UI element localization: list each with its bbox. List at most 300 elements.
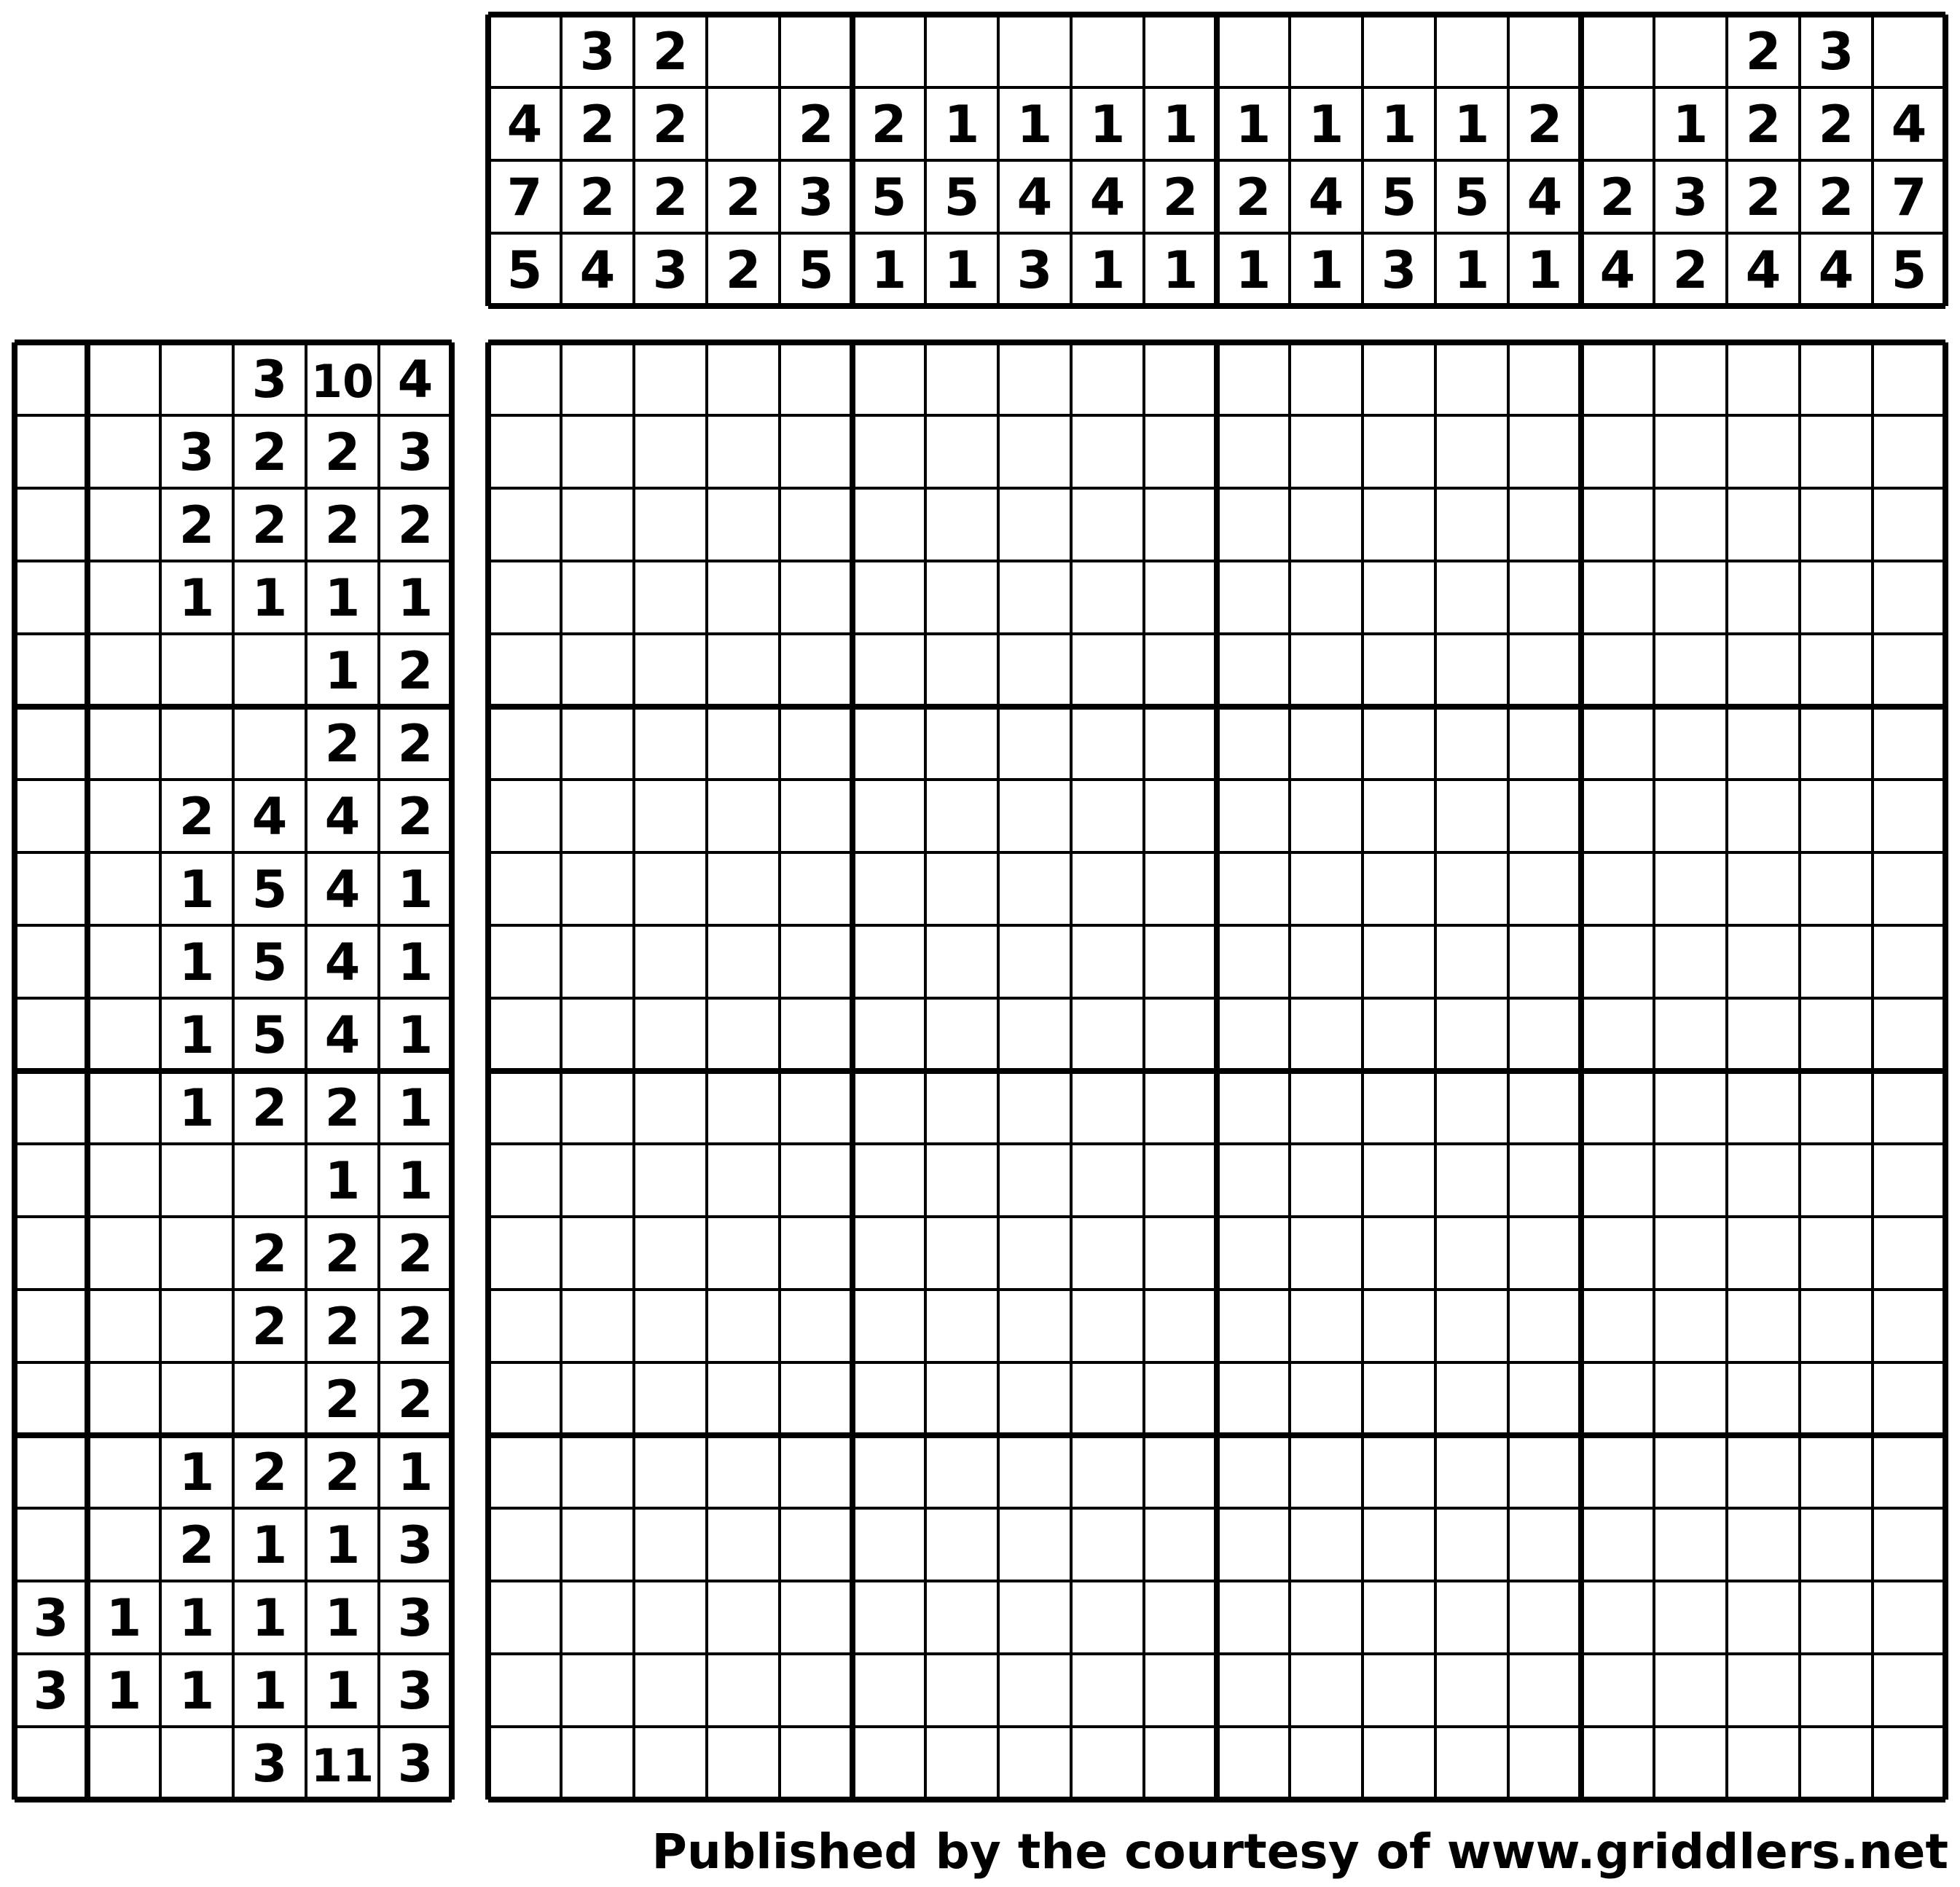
grid-cell[interactable] [1800,1362,1873,1435]
grid-cell[interactable] [1727,1362,1800,1435]
grid-cell[interactable] [1363,780,1435,852]
grid-cell[interactable] [1581,852,1654,925]
grid-cell[interactable] [1873,488,1945,561]
grid-cell[interactable] [925,1217,998,1290]
grid-cell[interactable] [1654,634,1727,707]
grid-cell[interactable] [925,488,998,561]
grid-cell[interactable] [780,925,852,998]
grid-cell[interactable] [1435,1290,1508,1362]
grid-cell[interactable] [1363,1217,1435,1290]
grid-cell[interactable] [852,415,925,488]
grid-cell[interactable] [1435,1071,1508,1144]
grid-cell[interactable] [925,1144,998,1217]
grid-cell[interactable] [1508,1071,1581,1144]
grid-cell[interactable] [925,780,998,852]
grid-cell[interactable] [998,488,1071,561]
grid-cell[interactable] [1144,342,1217,415]
grid-cell[interactable] [852,634,925,707]
grid-cell[interactable] [998,561,1071,634]
grid-cell[interactable] [1800,1508,1873,1581]
grid-cell[interactable] [634,1581,707,1654]
grid-cell[interactable] [1071,925,1144,998]
grid-cell[interactable] [852,780,925,852]
grid-cell[interactable] [1144,1144,1217,1217]
grid-cell[interactable] [1144,634,1217,707]
grid-cell[interactable] [1071,1508,1144,1581]
grid-cell[interactable] [1727,1508,1800,1581]
grid-cell[interactable] [1800,488,1873,561]
grid-cell[interactable] [998,852,1071,925]
grid-cell[interactable] [1800,1581,1873,1654]
grid-cell[interactable] [707,1217,780,1290]
grid-cell[interactable] [1290,998,1363,1071]
grid-cell[interactable] [1654,998,1727,1071]
grid-cell[interactable] [707,925,780,998]
grid-cell[interactable] [561,1071,634,1144]
grid-cell[interactable] [1363,925,1435,998]
grid-cell[interactable] [1435,1654,1508,1727]
grid-cell[interactable] [634,1217,707,1290]
grid-cell[interactable] [1654,1217,1727,1290]
grid-cell[interactable] [1290,1290,1363,1362]
grid-cell[interactable] [1873,1290,1945,1362]
grid-cell[interactable] [488,342,561,415]
grid-cell[interactable] [1290,342,1363,415]
grid-cell[interactable] [1873,1144,1945,1217]
grid-cell[interactable] [1508,1581,1581,1654]
grid-cell[interactable] [1727,998,1800,1071]
grid-cell[interactable] [1144,1217,1217,1290]
grid-cell[interactable] [780,415,852,488]
grid-cell[interactable] [925,342,998,415]
grid-cell[interactable] [1654,1435,1727,1508]
grid-cell[interactable] [1217,1581,1290,1654]
grid-cell[interactable] [1727,342,1800,415]
grid-cell[interactable] [1654,780,1727,852]
grid-cell[interactable] [780,1727,852,1800]
grid-cell[interactable] [1290,1144,1363,1217]
grid-cell[interactable] [1581,1727,1654,1800]
grid-cell[interactable] [707,1581,780,1654]
grid-cell[interactable] [780,1144,852,1217]
grid-cell[interactable] [1508,1217,1581,1290]
grid-cell[interactable] [1654,1727,1727,1800]
grid-cell[interactable] [1800,925,1873,998]
grid-cell[interactable] [852,707,925,780]
grid-cell[interactable] [780,1508,852,1581]
grid-cell[interactable] [707,707,780,780]
grid-cell[interactable] [1873,925,1945,998]
grid-cell[interactable] [1654,707,1727,780]
grid-cell[interactable] [1071,998,1144,1071]
grid-cell[interactable] [780,1654,852,1727]
grid-cell[interactable] [780,707,852,780]
grid-cell[interactable] [707,852,780,925]
grid-cell[interactable] [488,561,561,634]
grid-cell[interactable] [1071,1217,1144,1290]
grid-cell[interactable] [488,1654,561,1727]
grid-cell[interactable] [998,707,1071,780]
grid-cell[interactable] [488,1581,561,1654]
grid-cell[interactable] [561,561,634,634]
grid-cell[interactable] [1071,780,1144,852]
grid-cell[interactable] [1071,1727,1144,1800]
grid-cell[interactable] [1873,634,1945,707]
grid-cell[interactable] [1071,561,1144,634]
grid-cell[interactable] [1363,852,1435,925]
grid-cell[interactable] [488,1290,561,1362]
grid-cell[interactable] [852,342,925,415]
grid-cell[interactable] [1581,488,1654,561]
grid-cell[interactable] [780,1071,852,1144]
grid-cell[interactable] [1873,1435,1945,1508]
grid-cell[interactable] [1727,561,1800,634]
grid-cell[interactable] [1144,415,1217,488]
grid-cell[interactable] [1508,998,1581,1071]
grid-cell[interactable] [1581,415,1654,488]
grid-cell[interactable] [1290,1217,1363,1290]
grid-cell[interactable] [852,1727,925,1800]
grid-cell[interactable] [852,1071,925,1144]
grid-cell[interactable] [1508,707,1581,780]
grid-cell[interactable] [1508,1727,1581,1800]
grid-cell[interactable] [1727,1727,1800,1800]
grid-cell[interactable] [1873,1362,1945,1435]
grid-cell[interactable] [1800,1071,1873,1144]
grid-cell[interactable] [1581,342,1654,415]
grid-cell[interactable] [1144,1362,1217,1435]
grid-cell[interactable] [1727,1071,1800,1144]
grid-cell[interactable] [1800,1217,1873,1290]
grid-cell[interactable] [1654,852,1727,925]
grid-cell[interactable] [1873,1217,1945,1290]
grid-cell[interactable] [561,998,634,1071]
grid-cell[interactable] [1217,998,1290,1071]
grid-cell[interactable] [1727,1217,1800,1290]
grid-cell[interactable] [925,1727,998,1800]
grid-cell[interactable] [561,1508,634,1581]
grid-cell[interactable] [1581,1144,1654,1217]
grid-cell[interactable] [488,1435,561,1508]
grid-cell[interactable] [852,561,925,634]
grid-cell[interactable] [1290,415,1363,488]
grid-cell[interactable] [1217,488,1290,561]
grid-cell[interactable] [1071,342,1144,415]
grid-cell[interactable] [1873,998,1945,1071]
grid-cell[interactable] [1581,998,1654,1071]
grid-cell[interactable] [852,1362,925,1435]
grid-cell[interactable] [707,342,780,415]
grid-cell[interactable] [1363,1654,1435,1727]
grid-cell[interactable] [561,1290,634,1362]
grid-cell[interactable] [1508,925,1581,998]
grid-cell[interactable] [488,1727,561,1800]
grid-cell[interactable] [1435,488,1508,561]
grid-cell[interactable] [561,1581,634,1654]
grid-cell[interactable] [561,1217,634,1290]
grid-cell[interactable] [1363,1071,1435,1144]
grid-cell[interactable] [1581,1290,1654,1362]
grid-cell[interactable] [1144,1435,1217,1508]
grid-cell[interactable] [1363,342,1435,415]
grid-cell[interactable] [1290,1654,1363,1727]
grid-cell[interactable] [1873,852,1945,925]
grid-cell[interactable] [852,852,925,925]
grid-cell[interactable] [780,998,852,1071]
grid-cell[interactable] [561,925,634,998]
grid-cell[interactable] [852,1508,925,1581]
grid-cell[interactable] [780,1362,852,1435]
grid-cell[interactable] [925,1435,998,1508]
grid-cell[interactable] [1217,1071,1290,1144]
grid-cell[interactable] [1508,561,1581,634]
grid-cell[interactable] [1290,925,1363,998]
grid-cell[interactable] [488,707,561,780]
grid-cell[interactable] [634,1727,707,1800]
grid-cell[interactable] [1363,1144,1435,1217]
grid-cell[interactable] [1290,1435,1363,1508]
grid-cell[interactable] [1217,634,1290,707]
grid-cell[interactable] [780,634,852,707]
grid-cell[interactable] [1144,852,1217,925]
grid-cell[interactable] [998,1581,1071,1654]
grid-cell[interactable] [1144,561,1217,634]
grid-cell[interactable] [634,1071,707,1144]
grid-cell[interactable] [1508,1435,1581,1508]
grid-cell[interactable] [707,780,780,852]
grid-cell[interactable] [1071,1071,1144,1144]
grid-cell[interactable] [998,1508,1071,1581]
grid-cell[interactable] [488,1071,561,1144]
grid-cell[interactable] [1727,415,1800,488]
grid-cell[interactable] [1727,852,1800,925]
grid-cell[interactable] [1290,1727,1363,1800]
grid-cell[interactable] [852,1144,925,1217]
grid-cell[interactable] [707,1435,780,1508]
grid-cell[interactable] [634,1362,707,1435]
grid-cell[interactable] [634,1435,707,1508]
grid-cell[interactable] [561,1727,634,1800]
grid-cell[interactable] [1363,1508,1435,1581]
grid-cell[interactable] [1727,1435,1800,1508]
grid-cell[interactable] [1873,1727,1945,1800]
grid-cell[interactable] [998,415,1071,488]
grid-cell[interactable] [1581,634,1654,707]
grid-cell[interactable] [1800,780,1873,852]
grid-cell[interactable] [925,561,998,634]
grid-cell[interactable] [925,925,998,998]
grid-cell[interactable] [1508,634,1581,707]
grid-cell[interactable] [634,561,707,634]
grid-cell[interactable] [925,1071,998,1144]
grid-cell[interactable] [1290,1581,1363,1654]
grid-cell[interactable] [1508,488,1581,561]
grid-cell[interactable] [852,1217,925,1290]
grid-cell[interactable] [852,1435,925,1508]
grid-cell[interactable] [1290,1508,1363,1581]
grid-cell[interactable] [1217,1727,1290,1800]
grid-cell[interactable] [1071,1654,1144,1727]
grid-cell[interactable] [1800,561,1873,634]
grid-cell[interactable] [780,1581,852,1654]
grid-cell[interactable] [1290,634,1363,707]
grid-cell[interactable] [1435,1362,1508,1435]
grid-cell[interactable] [1508,342,1581,415]
grid-cell[interactable] [1654,925,1727,998]
grid-cell[interactable] [780,1217,852,1290]
grid-cell[interactable] [488,634,561,707]
grid-cell[interactable] [852,1290,925,1362]
grid-cell[interactable] [1435,1144,1508,1217]
grid-cell[interactable] [1654,561,1727,634]
grid-cell[interactable] [561,488,634,561]
grid-cell[interactable] [1290,852,1363,925]
grid-cell[interactable] [488,998,561,1071]
grid-cell[interactable] [1290,561,1363,634]
grid-cell[interactable] [1581,1654,1654,1727]
grid-cell[interactable] [1290,707,1363,780]
grid-cell[interactable] [1363,1581,1435,1654]
grid-cell[interactable] [1144,1727,1217,1800]
grid-cell[interactable] [998,1362,1071,1435]
grid-cell[interactable] [925,415,998,488]
grid-cell[interactable] [1144,1071,1217,1144]
grid-cell[interactable] [1290,1362,1363,1435]
grid-cell[interactable] [634,852,707,925]
grid-cell[interactable] [1800,1727,1873,1800]
grid-cell[interactable] [1581,1581,1654,1654]
grid-cell[interactable] [998,1435,1071,1508]
grid-cell[interactable] [1508,1654,1581,1727]
grid-cell[interactable] [998,998,1071,1071]
grid-cell[interactable] [1654,1654,1727,1727]
grid-cell[interactable] [634,1508,707,1581]
grid-cell[interactable] [1217,561,1290,634]
grid-cell[interactable] [1144,707,1217,780]
grid-cell[interactable] [1581,561,1654,634]
grid-cell[interactable] [1800,852,1873,925]
grid-cell[interactable] [1217,852,1290,925]
grid-cell[interactable] [1654,342,1727,415]
grid-cell[interactable] [488,925,561,998]
grid-cell[interactable] [634,488,707,561]
grid-cell[interactable] [707,1071,780,1144]
grid-cell[interactable] [707,998,780,1071]
grid-cell[interactable] [1727,634,1800,707]
grid-cell[interactable] [1654,1362,1727,1435]
grid-cell[interactable] [925,1290,998,1362]
grid-cell[interactable] [1217,1144,1290,1217]
grid-cell[interactable] [1873,342,1945,415]
grid-cell[interactable] [925,852,998,925]
grid-cell[interactable] [1873,780,1945,852]
grid-cell[interactable] [634,1144,707,1217]
grid-cell[interactable] [634,707,707,780]
grid-cell[interactable] [1654,415,1727,488]
grid-cell[interactable] [1581,1362,1654,1435]
grid-cell[interactable] [1144,488,1217,561]
grid-cell[interactable] [1217,1362,1290,1435]
grid-cell[interactable] [1873,561,1945,634]
grid-cell[interactable] [634,634,707,707]
grid-cell[interactable] [780,1290,852,1362]
grid-cell[interactable] [1144,1508,1217,1581]
grid-cell[interactable] [1508,1144,1581,1217]
grid-cell[interactable] [1581,1508,1654,1581]
grid-cell[interactable] [1873,1581,1945,1654]
grid-cell[interactable] [1800,1435,1873,1508]
grid-cell[interactable] [1873,1654,1945,1727]
grid-cell[interactable] [1217,1508,1290,1581]
grid-cell[interactable] [1727,707,1800,780]
grid-cell[interactable] [1800,1290,1873,1362]
grid-cell[interactable] [1581,1435,1654,1508]
grid-cell[interactable] [1508,1508,1581,1581]
grid-cell[interactable] [1654,1144,1727,1217]
grid-cell[interactable] [1800,707,1873,780]
grid-cell[interactable] [488,852,561,925]
grid-cell[interactable] [1071,1435,1144,1508]
grid-cell[interactable] [561,634,634,707]
grid-cell[interactable] [925,634,998,707]
grid-cell[interactable] [1217,925,1290,998]
grid-cell[interactable] [1071,1290,1144,1362]
grid-cell[interactable] [1290,1071,1363,1144]
grid-cell[interactable] [488,1144,561,1217]
grid-cell[interactable] [1435,998,1508,1071]
grid-cell[interactable] [1144,925,1217,998]
grid-cell[interactable] [1363,415,1435,488]
grid-cell[interactable] [561,1362,634,1435]
grid-cell[interactable] [707,1290,780,1362]
grid-cell[interactable] [1071,488,1144,561]
grid-cell[interactable] [1654,488,1727,561]
grid-cell[interactable] [1435,780,1508,852]
grid-cell[interactable] [1800,415,1873,488]
grid-cell[interactable] [634,925,707,998]
grid-cell[interactable] [1508,1290,1581,1362]
grid-cell[interactable] [488,1362,561,1435]
grid-cell[interactable] [707,1727,780,1800]
grid-cell[interactable] [1363,634,1435,707]
grid-cell[interactable] [1071,415,1144,488]
grid-cell[interactable] [1508,780,1581,852]
grid-cell[interactable] [925,998,998,1071]
grid-cell[interactable] [488,1508,561,1581]
grid-cell[interactable] [1363,1290,1435,1362]
grid-cell[interactable] [925,1508,998,1581]
grid-cell[interactable] [780,852,852,925]
grid-cell[interactable] [1727,1581,1800,1654]
grid-cell[interactable] [1363,707,1435,780]
grid-cell[interactable] [780,342,852,415]
grid-cell[interactable] [998,1290,1071,1362]
grid-cell[interactable] [925,1654,998,1727]
grid-cell[interactable] [1800,634,1873,707]
grid-cell[interactable] [1727,1654,1800,1727]
grid-cell[interactable] [1071,1362,1144,1435]
grid-cell[interactable] [1800,1654,1873,1727]
grid-cell[interactable] [707,1144,780,1217]
grid-cell[interactable] [1581,1217,1654,1290]
grid-cell[interactable] [925,1581,998,1654]
grid-cell[interactable] [1727,925,1800,998]
grid-cell[interactable] [1873,1508,1945,1581]
grid-cell[interactable] [1217,1435,1290,1508]
grid-cell[interactable] [852,1654,925,1727]
grid-cell[interactable] [634,780,707,852]
grid-cell[interactable] [561,1144,634,1217]
